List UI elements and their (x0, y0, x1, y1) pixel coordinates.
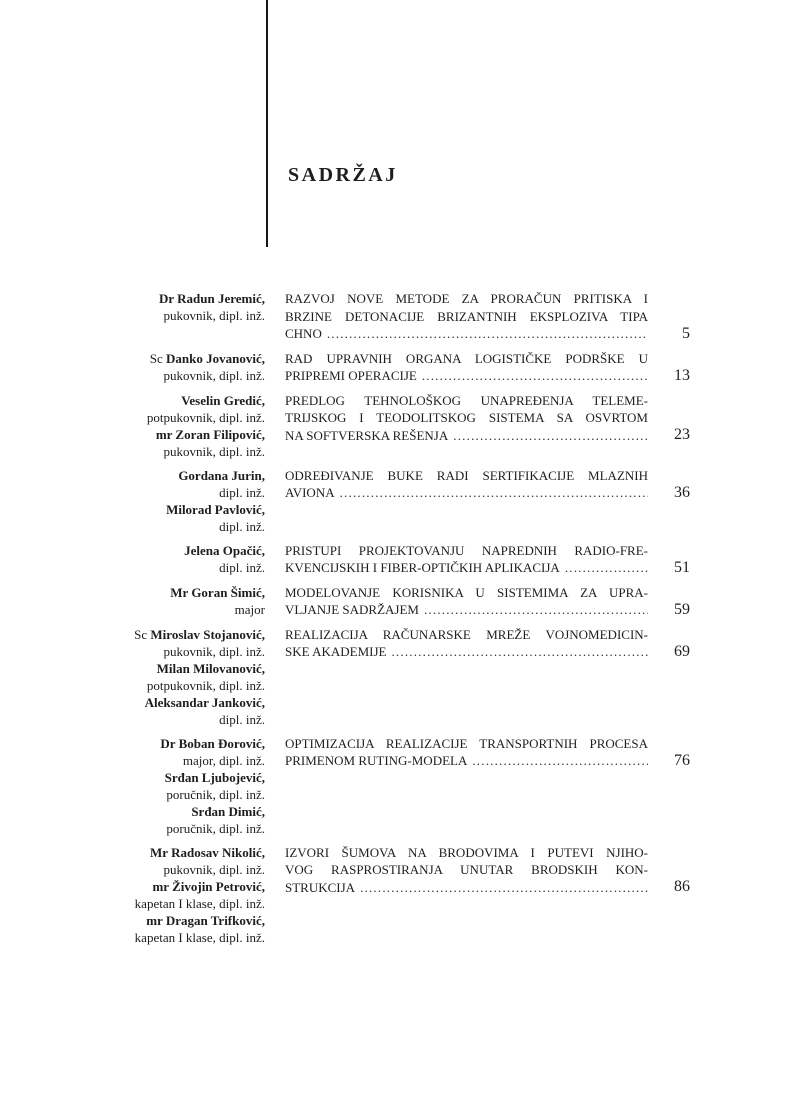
article-title-line: PRISTUPI PROJEKTOVANJU NAPREDNIH RADIO-FRE- (285, 542, 648, 558)
author-line (85, 694, 265, 711)
author-rank: Sc (134, 626, 151, 642)
author-rank: potpukovnik, dipl. inž. (146, 677, 265, 693)
title-block (285, 392, 648, 445)
toc-entry (85, 735, 690, 837)
author-rank: poručnik, dipl. inž. (166, 820, 265, 836)
article-title-text: KVENCIJSKIH I FIBER-OPTIČKIH APLIKACIJA (285, 560, 560, 575)
article-title-text: STRUKCIJA (285, 879, 356, 895)
author-rank: dipl. inž. (219, 484, 265, 500)
leader-dots (419, 602, 648, 617)
author-name: Srđan Dimić, (191, 803, 265, 819)
article-title-line: OPTIMIZACIJA REALIZACIJE TRANSPORTNIH PROCESA (285, 735, 648, 751)
author-name: Srđan Ljubojević, (164, 769, 265, 785)
page-number: 69 (674, 642, 690, 660)
author-rank: poručnik, dipl. inž. (166, 786, 265, 802)
title-wrap (265, 844, 690, 897)
author-line (85, 878, 265, 895)
leader-dots (322, 326, 648, 341)
author-name: Dr Radun Jeremić, (158, 291, 265, 306)
article-title-line (285, 484, 648, 502)
title-block (285, 735, 648, 770)
author-block (85, 584, 265, 618)
article-title-line: MODELOVANJE KORISNIKA U SISTEMIMA ZA UPRA- (285, 584, 648, 600)
author-name: Mr Goran Šimić, (170, 584, 265, 600)
title-block (285, 542, 648, 577)
author-line (85, 392, 265, 409)
author-line (85, 367, 265, 384)
author-name: mr Živojin Petrović, (152, 878, 265, 894)
article-title-line: TRIJSKOG I TEODOLITSKOG SISTEMA SA OSVRTOM (285, 410, 648, 425)
article-title-line: REALIZACIJA RAČUNARSKE MREŽE VOJNOMEDICIN- (285, 626, 648, 642)
author-rank: dipl. inž. (219, 711, 265, 727)
toc-entry (85, 392, 690, 460)
article-title-text: PRIPREMI OPERACIJE (285, 368, 417, 383)
author-line (85, 559, 265, 576)
title-block (285, 290, 648, 343)
author-name: Gordana Jurin, (178, 467, 265, 483)
leader-dots (335, 485, 648, 500)
author-line (85, 820, 265, 837)
author-name: Dr Boban Đorović, (160, 735, 265, 751)
author-line (85, 443, 265, 460)
article-title-line (285, 559, 648, 577)
leader-dots (448, 428, 648, 443)
article-title-text: NA SOFTVERSKA REŠENJA (285, 427, 449, 443)
title-block (285, 584, 648, 619)
toc-entry (85, 350, 690, 385)
article-title-line (285, 325, 648, 343)
author-name: Veselin Gredić, (181, 392, 265, 408)
author-rank: dipl. inž. (219, 559, 265, 575)
author-name: mr Dragan Trifković, (146, 912, 265, 928)
leader-dots (355, 880, 648, 895)
title-block (285, 467, 648, 502)
article-title-line: VOG RASPROSTIRANJA UNUTAR BRODSKIH KON- (285, 862, 648, 877)
author-name: Milorad Pavlović, (166, 501, 265, 517)
article-title-text: AVIONA (285, 485, 335, 500)
author-line (85, 912, 265, 929)
author-block (85, 844, 265, 946)
page-number: 86 (674, 878, 690, 895)
article-title-line: RAD UPRAVNIH ORGANA LOGISTIČKE PODRŠKE U (285, 350, 648, 366)
author-rank: major (234, 601, 265, 617)
document-title: SADRŽAJ (288, 164, 398, 186)
author-rank: potpukovnik, dipl. inž. (146, 409, 265, 425)
author-rank: kapetan I klase, dipl. inž. (134, 895, 265, 911)
page-number: 36 (674, 483, 690, 501)
article-title-text: VLJANJE SADRŽAJEM (285, 602, 419, 617)
article-title-text: SKE AKADEMIJE (285, 644, 387, 659)
author-line (85, 929, 265, 946)
article-title-line (285, 752, 648, 770)
toc-entry (85, 844, 690, 946)
author-rank: kapetan I klase, dipl. inž. (134, 929, 265, 945)
author-line (85, 290, 265, 307)
author-line (85, 895, 265, 912)
page-number: 59 (674, 600, 690, 618)
toc (85, 290, 690, 953)
title-wrap (265, 290, 690, 343)
leader-dots (417, 368, 648, 383)
toc-entry (85, 626, 690, 728)
author-line (85, 467, 265, 484)
page-number: 13 (674, 366, 690, 384)
article-title-line: PREDLOG TEHNOLOŠKOG UNAPREĐENJA TELEME- (285, 392, 648, 408)
toc-entry (85, 542, 690, 577)
author-line (85, 601, 265, 618)
author-name: Danko Jovanović, (166, 350, 265, 366)
page-number: 51 (674, 558, 690, 576)
author-line (85, 484, 265, 501)
author-rank: Sc (149, 350, 167, 366)
page-number: 5 (682, 324, 690, 342)
author-line (85, 584, 265, 601)
author-rank: pukovnik, dipl. inž. (163, 443, 265, 459)
toc-entry (85, 467, 690, 535)
author-line (85, 501, 265, 518)
page-number: 76 (674, 751, 690, 769)
author-rank: major, dipl. inž. (182, 752, 265, 768)
title-wrap (265, 626, 690, 661)
author-line (85, 861, 265, 878)
author-rank: pukovnik, dipl. inž. (163, 643, 265, 659)
author-rank: dipl. inž. (219, 518, 265, 534)
title-wrap (265, 350, 690, 385)
author-line (85, 542, 265, 559)
author-rank: pukovnik, dipl. inž. (163, 367, 265, 383)
author-rank: pukovnik, dipl. inž. (163, 308, 265, 323)
author-line (85, 752, 265, 769)
author-name: Mr Radosav Nikolić, (150, 844, 265, 860)
author-block (85, 542, 265, 576)
article-title-line (285, 601, 648, 619)
article-title-line: RAZVOJ NOVE METODE ZA PRORAČUN PRITISKA I (285, 291, 648, 306)
author-name: Milan Milovanović, (156, 660, 265, 676)
author-block (85, 626, 265, 728)
author-line (85, 786, 265, 803)
article-title-line (285, 427, 648, 445)
author-line (85, 677, 265, 694)
author-line (85, 409, 265, 426)
author-name: Jelena Opačić, (184, 542, 265, 558)
title-block (285, 844, 648, 897)
article-title-line (285, 643, 648, 661)
author-line (85, 518, 265, 535)
title-block (285, 626, 648, 661)
title-wrap (265, 467, 690, 502)
author-block (85, 290, 265, 324)
author-line (85, 660, 265, 677)
leader-dots (386, 644, 648, 659)
toc-entry (85, 584, 690, 619)
author-line (85, 426, 265, 443)
author-block (85, 467, 265, 535)
author-name: mr Zoran Filipović, (155, 426, 265, 442)
title-wrap (265, 735, 690, 770)
leader-dots (560, 560, 648, 575)
author-line (85, 844, 265, 861)
article-title-line (285, 879, 648, 897)
article-title-line (285, 367, 648, 385)
article-title-line: BRZINE DETONACIJE BRIZANTNIH EKSPLOZIVA TIPA (285, 308, 648, 324)
article-title-line: ODREĐIVANJE BUKE RADI SERTIFIKACIJE MLAZNIH (285, 467, 648, 483)
toc-entry (85, 290, 690, 343)
author-line (85, 803, 265, 820)
author-line (85, 735, 265, 752)
author-block (85, 392, 265, 460)
article-title-line: IZVORI ŠUMOVA NA BRODOVIMA I PUTEVI NJIHO- (285, 844, 648, 860)
author-block (85, 735, 265, 837)
author-line (85, 711, 265, 728)
author-line (85, 769, 265, 786)
author-name: Miroslav Stojanović, (150, 626, 265, 642)
article-title-text: CHNO (285, 326, 322, 341)
author-line (85, 626, 265, 643)
author-line (85, 643, 265, 660)
title-wrap (265, 542, 690, 577)
title-wrap (265, 392, 690, 445)
author-line (85, 350, 265, 367)
author-line (85, 307, 265, 324)
leader-dots (467, 753, 648, 768)
author-rank: pukovnik, dipl. inž. (163, 861, 265, 877)
author-block (85, 350, 265, 384)
article-title-text: PRIMENOM RUTING-MODELA (285, 753, 468, 768)
margin-rule (266, 0, 268, 247)
title-block (285, 350, 648, 385)
title-wrap (265, 584, 690, 619)
page-number: 23 (674, 426, 690, 443)
author-name: Aleksandar Janković, (144, 694, 265, 710)
